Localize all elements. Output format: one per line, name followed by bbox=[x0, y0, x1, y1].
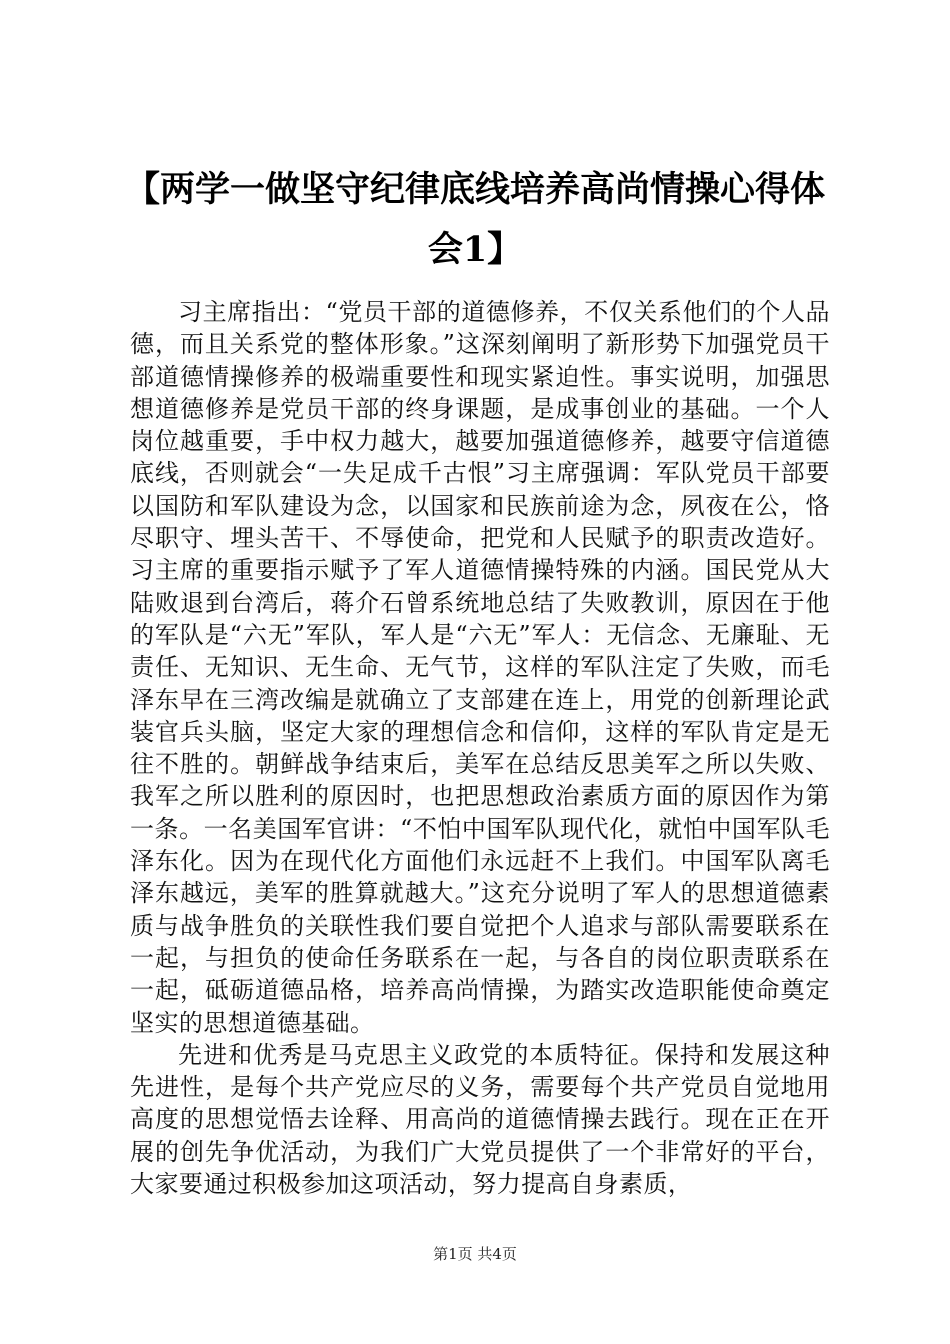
page-number-footer: 第1页 共4页 bbox=[433, 1245, 517, 1263]
paragraph-1: 习主席指出：“党员干部的道德修养，不仅关系他们的个人品德，而且关系党的整体形象。”这深刻阐明了新形势下加强党员干部道德情操修养的极端重要性和现实紧迫性。事实说明，加强思想道德修养是党员干部的终身课题，是成事创业的基础。一个人岗位越重要，手中权力越大，越要加强道德修养，越要守信道德底线，否则就会“一失足成千古恨”习主席强调：军队党员干部要以国防和军队建设为念，以国家和民族前途为念，夙夜在公，恪尽职守、埋头苦干、不辱使命，把党和人民赋予的职责改造好。习主席的重要指示赋予了军人道德情操特殊的内涵。国民党从大陆败退到台湾后，蒋介石曾系统地总结了失败教训，原因在于他的军队是“六无”军队，军人是“六无”军人：无信念、无廉耻、无责任、无知识、无生命、无气节，这样的军队注定了失败，而毛泽东早在三湾改编是就确立了支部建在连上，用党的创新理论武装官兵头脑，坚定大家的理想信念和信仰，这样的军队肯定是无往不胜的。朝鲜战争结束后，美军在总结反思美军之所以失败、我军之所以胜利的原因时，也把思想政治素质方面的原因作为第一条。一名美国军官讲：“不怕中国军队现代化，就怕中国军队毛泽东化。因为在现代化方面他们永远赶不上我们。中国军队离毛泽东越远，美军的胜算就越大。”这充分说明了军人的思想道德素质与战争胜负的关联性我们要自觉把个人追求与部队需要联系在一起，与担负的使命任务联系在一起，与各自的岗位职责联系在一起，砥砺道德品格，培养高尚情操，为踏实改造职能使命奠定坚实的思想道德基础。 bbox=[130, 298, 830, 1037]
document-body bbox=[130, 296, 830, 1200]
document-title: 【两学一做坚守纪律底线培养高尚情操心得体会1】 bbox=[124, 169, 825, 270]
paragraph-2: 先进和优秀是马克思主义政党的本质特征。保持和发展这种先进性，是每个共产党应尽的义务，需要每个共产党员自觉地用高度的思想觉悟去诠释、用高尚的道德情操去践行。现在正在开展的创先争优活动，为我们广大党员提供了一个非常好的平台，大家要通过积极参加这项活动，努力提高自身素质， bbox=[130, 1040, 830, 1199]
